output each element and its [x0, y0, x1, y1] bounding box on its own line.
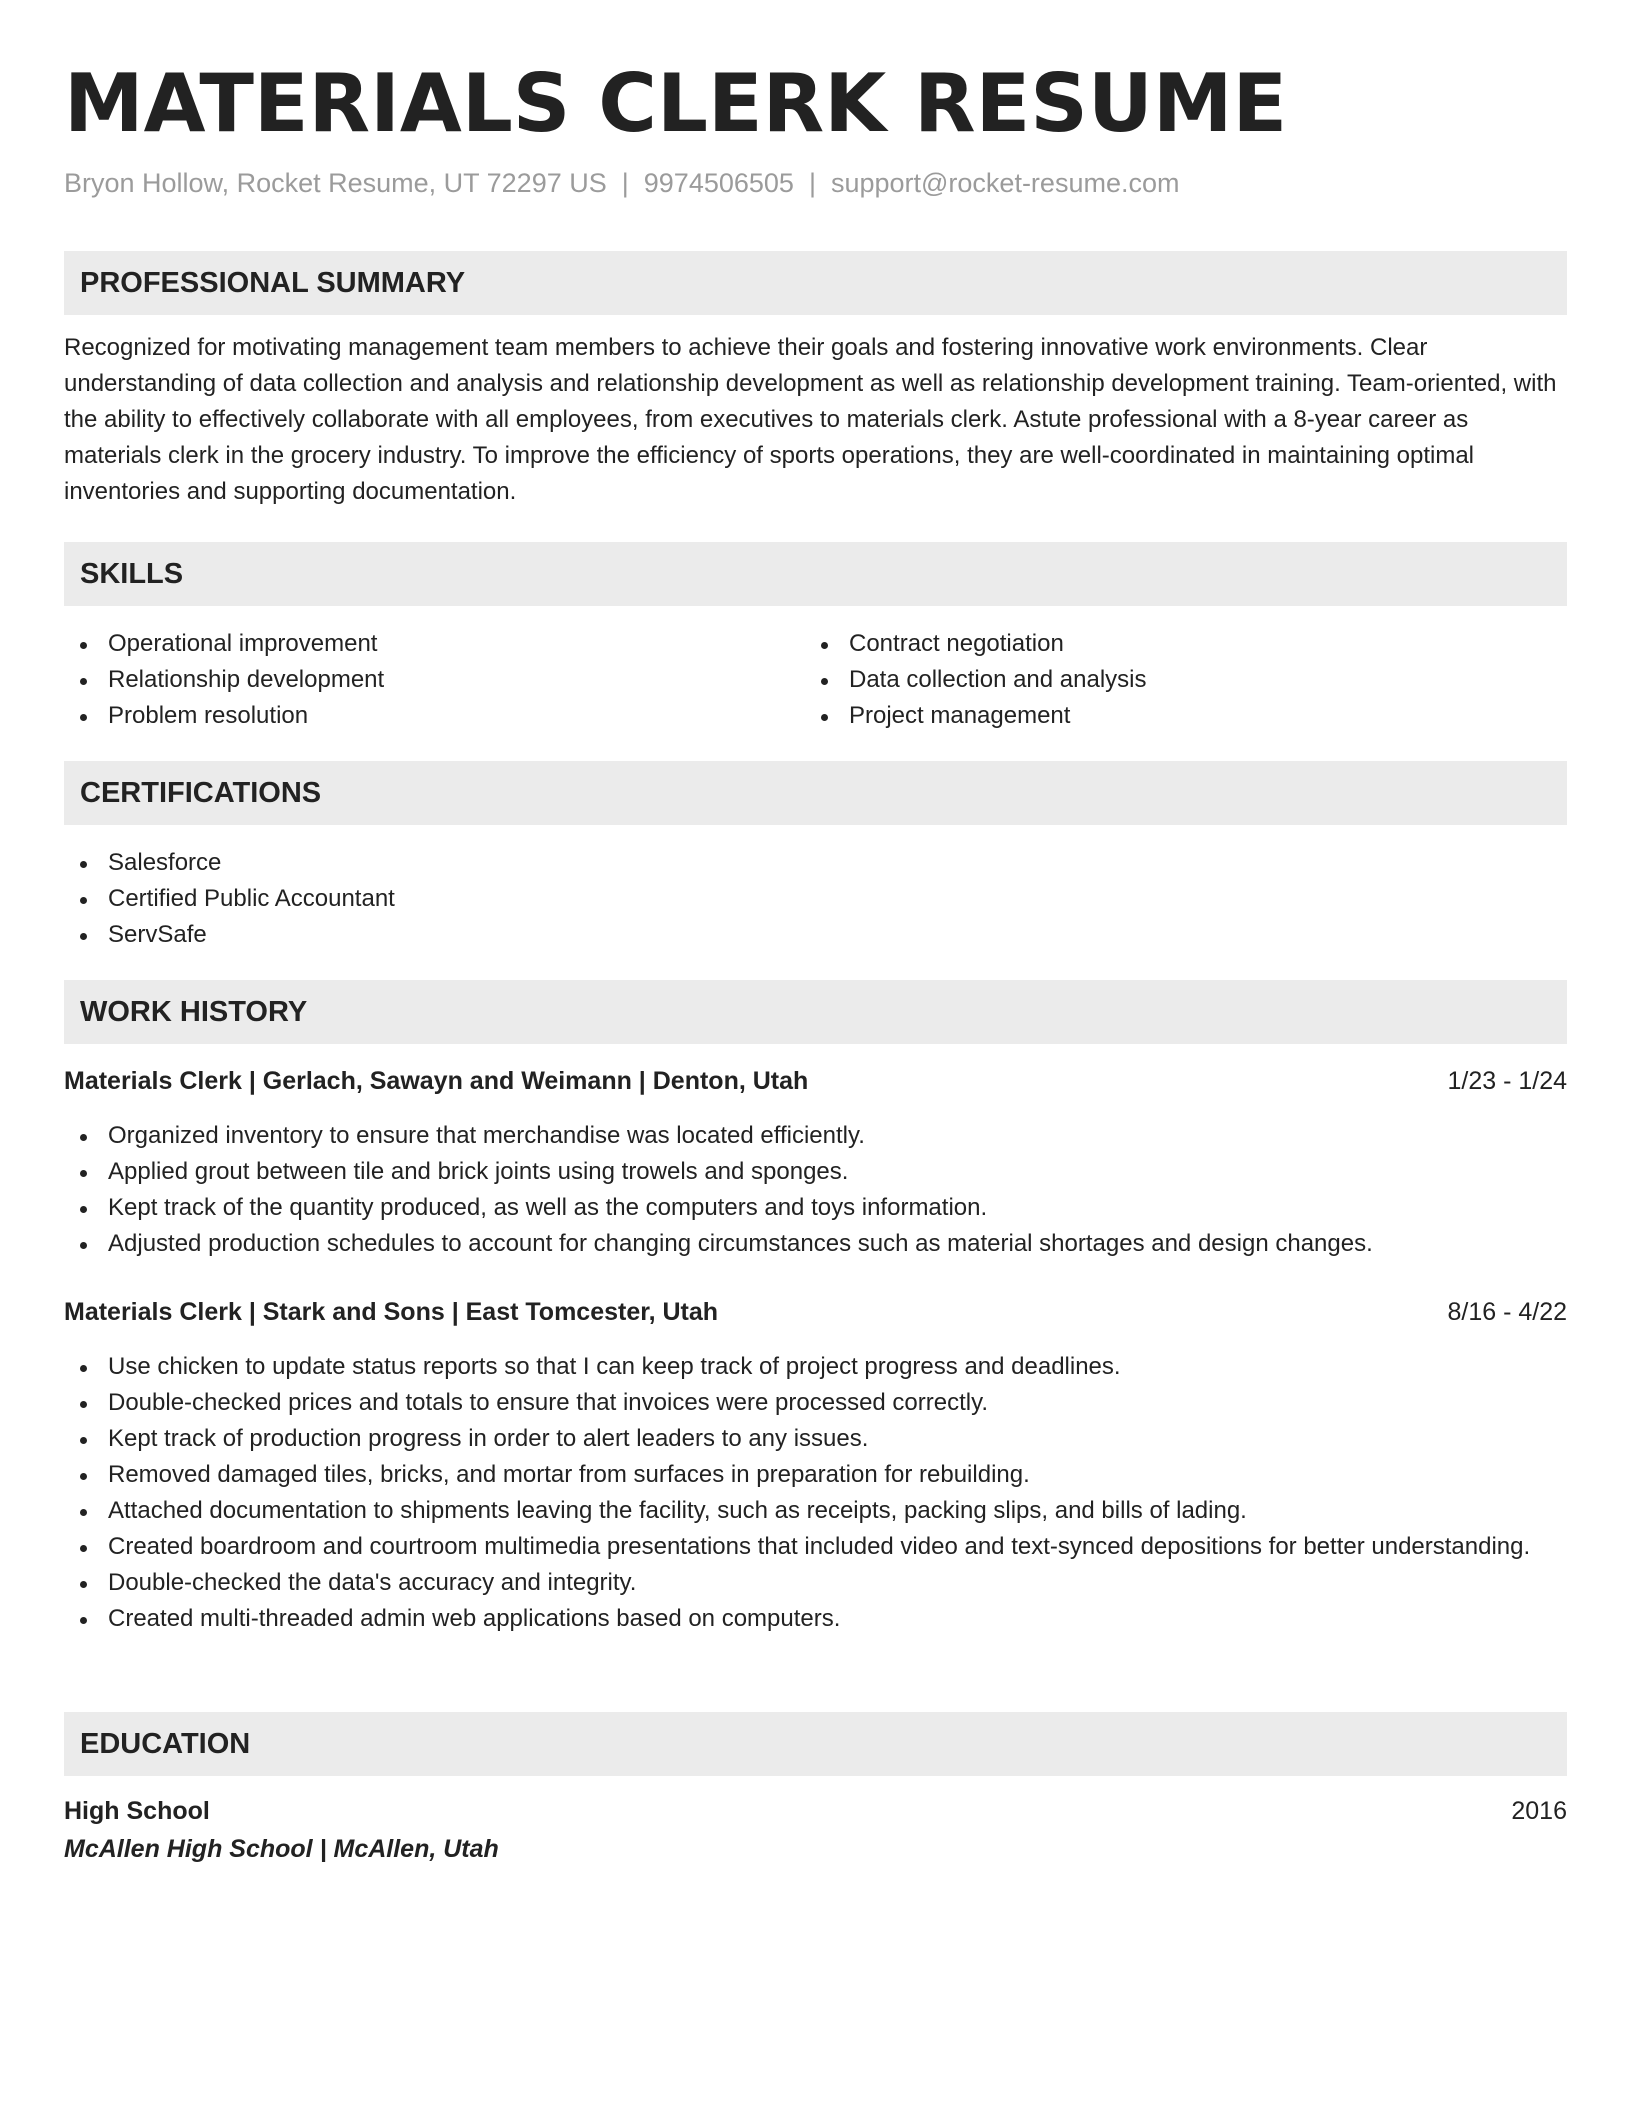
- contact-address: Bryon Hollow, Rocket Resume, UT 72297 US: [64, 168, 607, 198]
- job-bullet: Kept track of the quantity produced, as well as the computers and toys information.: [64, 1190, 1567, 1226]
- job-bullets: [64, 1349, 1567, 1637]
- education-header: [64, 1793, 1567, 1829]
- contact-phone: 9974506505: [643, 168, 794, 198]
- job-bullet: Attached documentation to shipments leaving the facility, such as receipts, packing slips, and bills of lading.: [64, 1493, 1567, 1529]
- job-bullets: [64, 1118, 1567, 1262]
- resume-title: MATERIALS CLERK RESUME: [64, 57, 1288, 150]
- section-title-certifications: CERTIFICATIONS: [80, 777, 322, 809]
- skill-item: Data collection and analysis: [805, 662, 1545, 698]
- contact-separator: |: [621, 168, 629, 198]
- section-header-summary: [64, 251, 1567, 315]
- education-degree: High School: [64, 1797, 210, 1825]
- section-header-skills: [64, 542, 1567, 606]
- job-title: Materials Clerk | Gerlach, Sawayn and Weimann | Denton, Utah: [64, 1067, 809, 1095]
- job-header: [64, 1294, 1567, 1330]
- job-header: [64, 1063, 1567, 1099]
- job-dates: 8/16 - 4/22: [1447, 1298, 1567, 1326]
- summary-text: Recognized for motivating management team members to achieve their goals and fostering innovative work environments. Clear understanding of data collection and analysis and relationship development as well as relationship development training. Team-oriented, with the ability to effectively collaborate with all employees, from executives to materials clerk. Astute professional with a 8-year career as materials clerk in the grocery industry. To improve the efficiency of sports operations, they are well-coordinated in maintaining optimal inventories and supporting documentation.: [64, 334, 1557, 505]
- contact-separator: |: [808, 168, 816, 198]
- certification-item: Salesforce: [64, 845, 1567, 881]
- job-title: Materials Clerk | Stark and Sons | East Tomcester, Utah: [64, 1298, 719, 1326]
- skill-item: Problem resolution: [64, 698, 804, 734]
- education-school: McAllen High School | McAllen, Utah: [64, 1835, 499, 1863]
- section-title-summary: PROFESSIONAL SUMMARY: [80, 267, 466, 299]
- job-bullet: Created boardroom and courtroom multimedia presentations that included video and text-synced depositions for better understanding.: [64, 1529, 1567, 1565]
- skills-list-right: [805, 626, 1545, 734]
- certifications-list: [64, 845, 1567, 953]
- section-header-work-history: [64, 980, 1567, 1044]
- job-bullet: Kept track of production progress in order to alert leaders to any issues.: [64, 1421, 1567, 1457]
- skill-item: Operational improvement: [64, 626, 804, 662]
- job-bullet: Organized inventory to ensure that merchandise was located efficiently.: [64, 1118, 1567, 1154]
- skills-list-left: [64, 626, 804, 734]
- contact-email: support@rocket-resume.com: [830, 168, 1180, 198]
- certification-item: Certified Public Accountant: [64, 881, 1567, 917]
- section-title-skills: SKILLS: [80, 558, 184, 590]
- section-header-certifications: [64, 761, 1567, 825]
- skill-item: Project management: [805, 698, 1545, 734]
- job-dates: 1/23 - 1/24: [1447, 1067, 1567, 1095]
- section-title-work-history: WORK HISTORY: [80, 996, 308, 1028]
- skill-item: Relationship development: [64, 662, 804, 698]
- contact-line: [64, 165, 1179, 201]
- job-bullet: Double-checked the data's accuracy and integrity.: [64, 1565, 1567, 1601]
- job-bullet: Created multi-threaded admin web applications based on computers.: [64, 1601, 1567, 1637]
- job-bullet: Adjusted production schedules to account for changing circumstances such as material shortages and design changes.: [64, 1226, 1567, 1262]
- job-bullet: Use chicken to update status reports so that I can keep track of project progress and deadlines.: [64, 1349, 1567, 1385]
- job-bullet: Applied grout between tile and brick joints using trowels and sponges.: [64, 1154, 1567, 1190]
- education-year: 2016: [1511, 1797, 1567, 1825]
- section-header-education: [64, 1712, 1567, 1776]
- job-bullet: Double-checked prices and totals to ensure that invoices were processed correctly.: [64, 1385, 1567, 1421]
- certification-item: ServSafe: [64, 917, 1567, 953]
- skill-item: Contract negotiation: [805, 626, 1545, 662]
- job-bullet: Removed damaged tiles, bricks, and mortar from surfaces in preparation for rebuilding.: [64, 1457, 1567, 1493]
- section-title-education: EDUCATION: [80, 1728, 251, 1760]
